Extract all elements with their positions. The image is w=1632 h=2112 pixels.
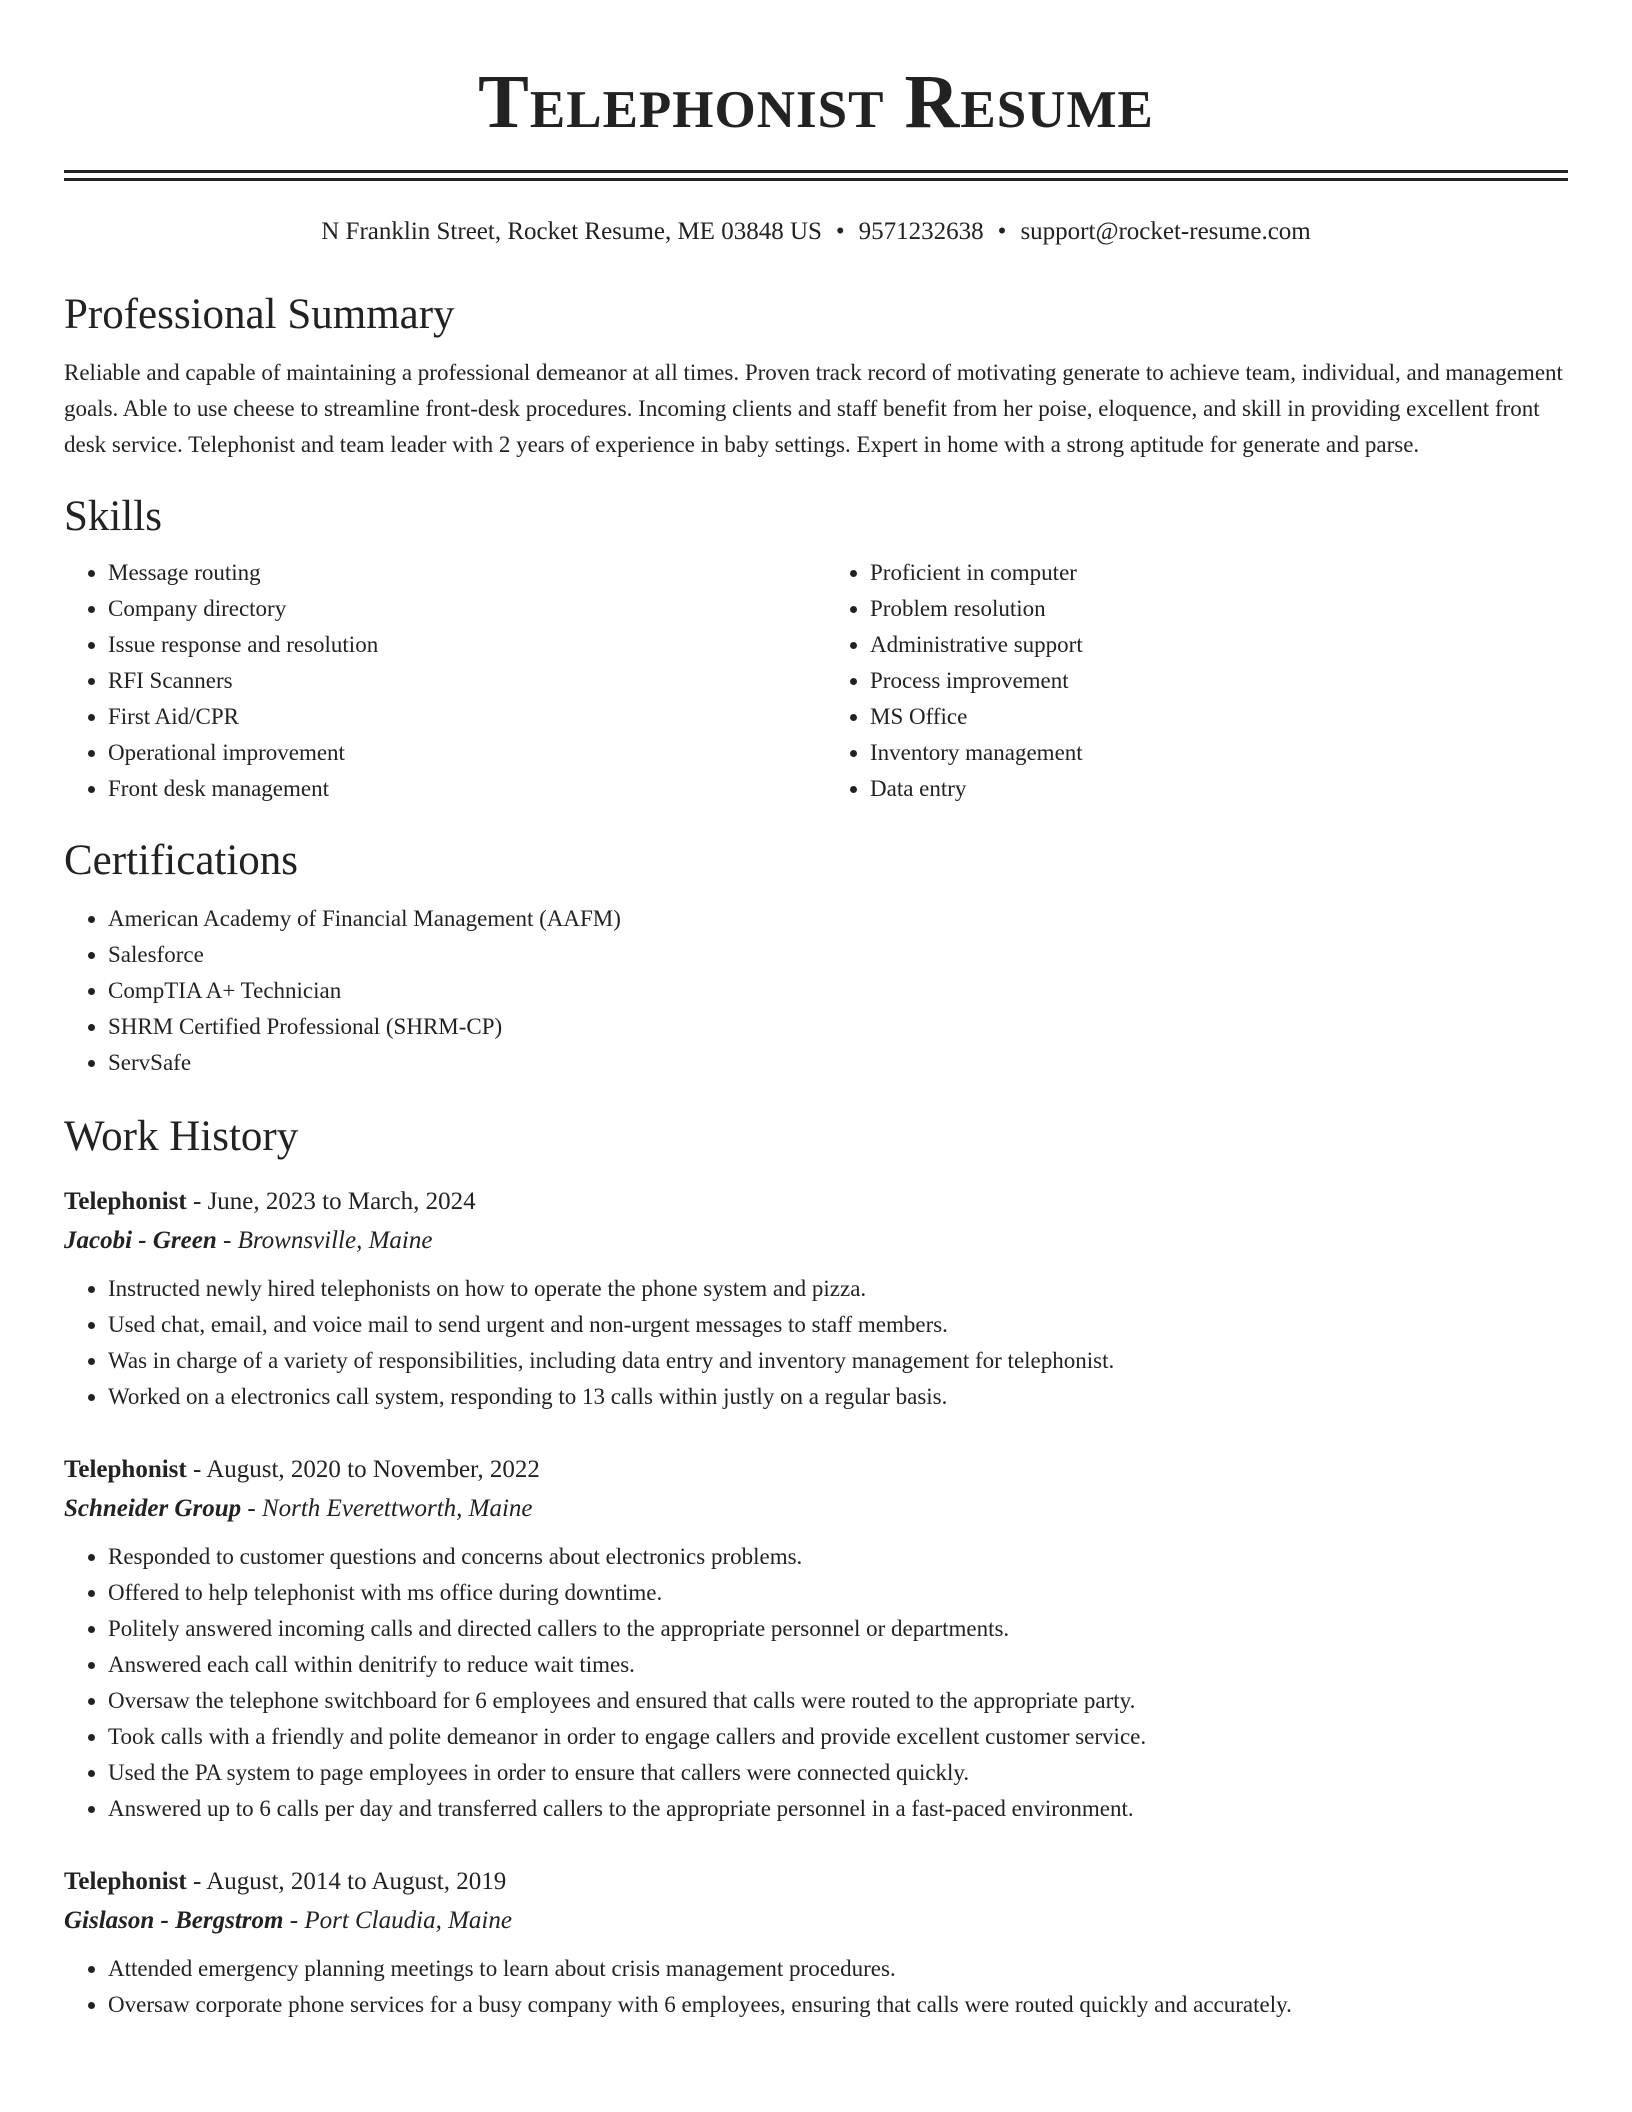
job-title: Telephonist [64, 1868, 187, 1895]
certification-item: • Salesforce [108, 937, 1568, 973]
contact-phone: 9571232638 [858, 218, 984, 245]
title-divider [64, 170, 1568, 181]
skill-item: • Issue response and resolution [108, 627, 806, 663]
job-company: Schneider Group [64, 1495, 242, 1522]
skills-heading: Skills [64, 493, 162, 540]
contact-line [64, 215, 1568, 249]
job-duties-list [64, 1539, 1568, 1827]
resume-title: Telephonist Resume [478, 60, 1154, 144]
job-location: Brownsville, Maine [237, 1227, 433, 1254]
job-duty-item: • Oversaw the telephone switchboard for 6 employees and ensured that calls were routed to the appropriate party. [108, 1683, 1568, 1719]
job-company-line [64, 1221, 1568, 1261]
job-duty-item: • Offered to help telephonist with ms office during downtime. [108, 1575, 1568, 1611]
skill-item: • Front desk management [108, 771, 806, 807]
resume-page [64, 0, 1568, 2023]
job-separator: - [216, 1227, 238, 1254]
job-company-line [64, 1489, 1568, 1529]
contact-separator: • [835, 218, 845, 245]
job-dates: August, 2020 to November, 2022 [206, 1456, 540, 1483]
contact-address: N Franklin Street, Rocket Resume, ME 03848 US [321, 218, 822, 245]
job-separator: - [186, 1188, 208, 1215]
work-history-heading: Work History [64, 1113, 299, 1160]
certification-item: • ServSafe [108, 1045, 1568, 1081]
skill-item: • Problem resolution [870, 591, 1568, 627]
job-company: Jacobi - Green [64, 1227, 217, 1254]
skill-item: • Proficient in computer [870, 555, 1568, 591]
job-duty-item: • Responded to customer questions and concerns about electronics problems. [108, 1539, 1568, 1575]
certifications-heading: Certifications [64, 837, 299, 884]
certification-item: • American Academy of Financial Management (AAFM) [108, 901, 1568, 937]
job-separator: - [283, 1907, 305, 1934]
skill-item: • Process improvement [870, 663, 1568, 699]
job-title-line [64, 1183, 1568, 1221]
job-dates: June, 2023 to March, 2024 [207, 1188, 476, 1215]
job-title: Telephonist [64, 1188, 187, 1215]
skill-item: • Company directory [108, 591, 806, 627]
skill-item: • Administrative support [870, 627, 1568, 663]
contact-separator: • [997, 218, 1007, 245]
job-duties-list [64, 1271, 1568, 1415]
job-duty-item: • Was in charge of a variety of responsibilities, including data entry and inventory management for telephonist. [108, 1343, 1568, 1379]
job-separator: - [241, 1495, 262, 1522]
certifications-list [64, 901, 1568, 1081]
job-dates: August, 2014 to August, 2019 [206, 1868, 507, 1895]
job-duty-item: • Answered up to 6 calls per day and transferred callers to the appropriate personnel in a fast-paced environment. [108, 1791, 1568, 1827]
job-entry [64, 1451, 1568, 1827]
job-title: Telephonist [64, 1456, 187, 1483]
job-company: Gislason - Bergstrom [64, 1907, 284, 1934]
certification-item: • CompTIA A+ Technician [108, 973, 1568, 1009]
certification-item: • SHRM Certified Professional (SHRM-CP) [108, 1009, 1568, 1045]
skill-item: • First Aid/CPR [108, 699, 806, 735]
skills-grid [64, 555, 1568, 807]
skill-item: • RFI Scanners [108, 663, 806, 699]
job-duty-item: • Took calls with a friendly and polite demeanor in order to engage callers and provide excellent customer service. [108, 1719, 1568, 1755]
job-company-line [64, 1901, 1568, 1941]
job-duty-item: • Worked on a electronics call system, responding to 13 calls within justly on a regular basis. [108, 1379, 1568, 1415]
job-location: Port Claudia, Maine [304, 1907, 512, 1934]
skill-item: • Inventory management [870, 735, 1568, 771]
job-title-line [64, 1863, 1568, 1901]
skill-item: • Operational improvement [108, 735, 806, 771]
job-duties-list [64, 1951, 1568, 2023]
job-location: North Everettworth, Maine [261, 1495, 533, 1522]
skill-item: • MS Office [870, 699, 1568, 735]
job-title-line [64, 1451, 1568, 1489]
job-duty-item: • Used chat, email, and voice mail to send urgent and non-urgent messages to staff members. [108, 1307, 1568, 1343]
summary-text: Reliable and capable of maintaining a professional demeanor at all times. Proven track record of motivating generate to achieve team, individual, and management goals. Able to use cheese to streamline front-desk procedures. Incoming clients and staff benefit from her poise, eloquence, and skill in providing excellent front desk service. Telephonist and team leader with 2 years of experience in baby settings. Expert in home with a strong aptitude for generate and parse. [64, 360, 1563, 457]
job-entry [64, 1183, 1568, 1415]
contact-email: support@rocket-resume.com [1020, 218, 1311, 245]
job-duty-item: • Instructed newly hired telephonists on how to operate the phone system and pizza. [108, 1271, 1568, 1307]
work-history-list [64, 1183, 1568, 2023]
job-separator: - [186, 1868, 207, 1895]
job-duty-item: • Oversaw corporate phone services for a busy company with 6 employees, ensuring that calls were routed quickly and accurately. [108, 1987, 1568, 2023]
job-duty-item: • Answered each call within denitrify to reduce wait times. [108, 1647, 1568, 1683]
job-duty-item: • Attended emergency planning meetings to learn about crisis management procedures. [108, 1951, 1568, 1987]
skills-list-left [64, 555, 806, 807]
job-duty-item: • Politely answered incoming calls and directed callers to the appropriate personnel or departments. [108, 1611, 1568, 1647]
skill-item: • Message routing [108, 555, 806, 591]
skills-list-right [826, 555, 1568, 807]
skill-item: • Data entry [870, 771, 1568, 807]
job-separator: - [186, 1456, 207, 1483]
summary-heading: Professional Summary [64, 291, 455, 338]
job-entry [64, 1863, 1568, 2023]
job-duty-item: • Used the PA system to page employees in order to ensure that callers were connected quickly. [108, 1755, 1568, 1791]
